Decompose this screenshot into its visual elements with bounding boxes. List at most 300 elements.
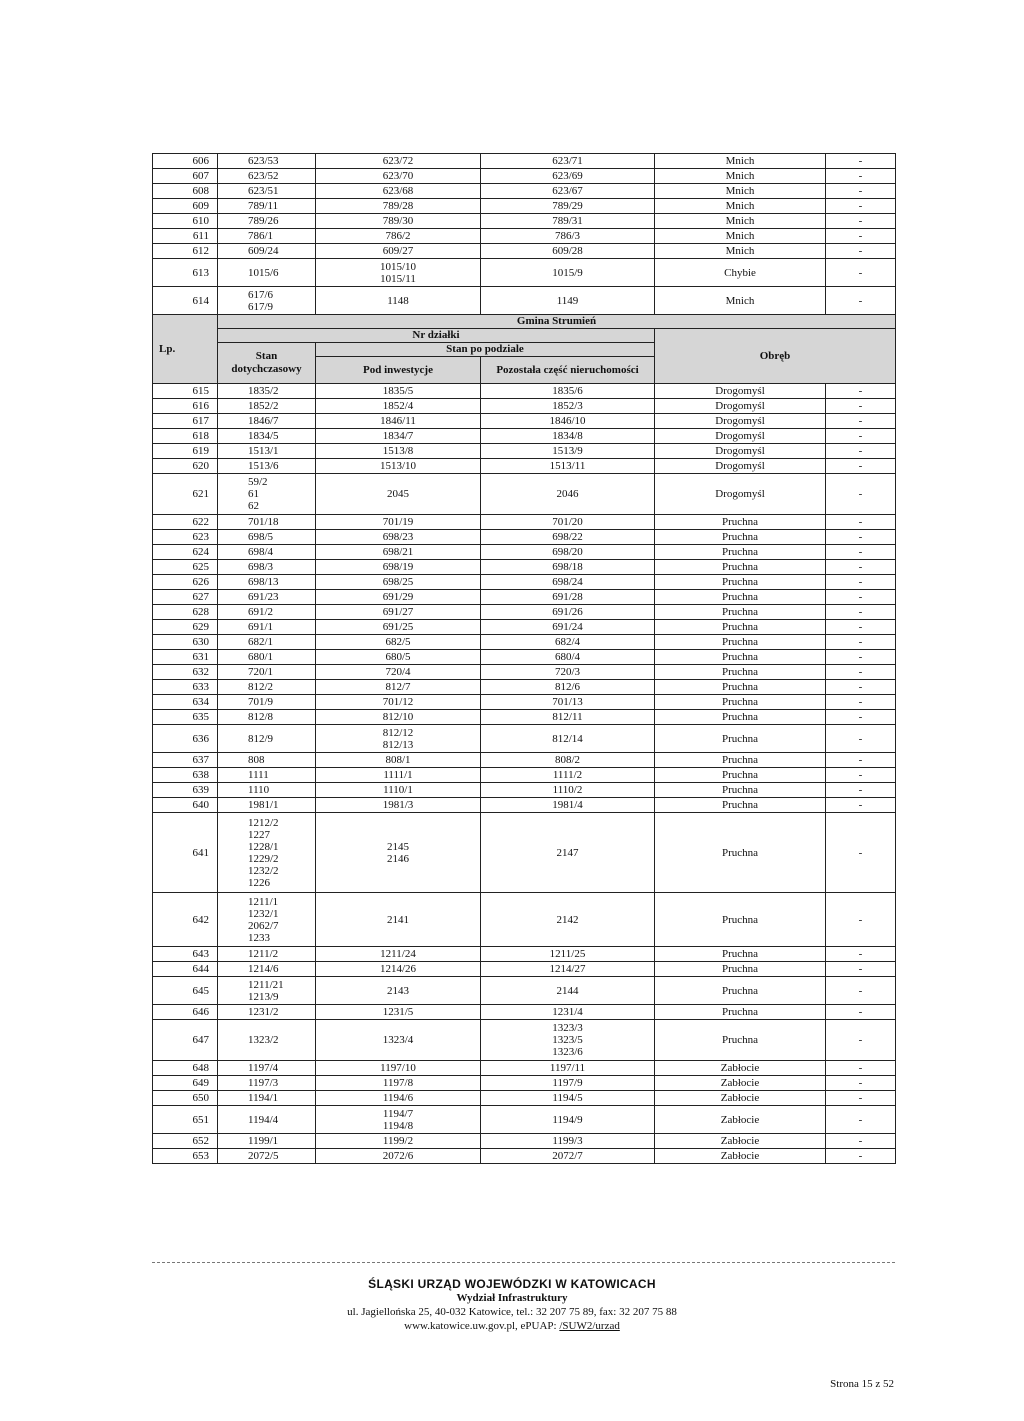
cell-pod bbox=[316, 515, 481, 530]
table-body-before bbox=[153, 154, 896, 315]
cell-lp: 639 bbox=[153, 783, 218, 798]
cell-poz bbox=[481, 962, 655, 977]
cell-stan-value: 680/1 bbox=[248, 651, 274, 663]
cell-stan bbox=[218, 229, 316, 244]
page-number: Strona 15 z 52 bbox=[830, 1378, 894, 1390]
cell-x: - bbox=[826, 605, 896, 620]
cell-stan bbox=[218, 893, 316, 947]
cell-pod-value: 691/25 bbox=[382, 621, 414, 633]
cell-pod-value: 1015/10 bbox=[379, 260, 417, 273]
cell-lp: 621 bbox=[153, 474, 218, 515]
cell-pod-value: 698/19 bbox=[382, 561, 414, 573]
table-row bbox=[153, 753, 896, 768]
cell-stan bbox=[218, 977, 316, 1005]
cell-stan-value: 812/8 bbox=[248, 711, 274, 723]
footer-epuap-link[interactable]: /SUW2/urzad bbox=[559, 1320, 620, 1332]
cell-x: - bbox=[826, 680, 896, 695]
cell-lp: 636 bbox=[153, 725, 218, 753]
cell-lp: 611 bbox=[153, 229, 218, 244]
cell-lp: 644 bbox=[153, 962, 218, 977]
cell-obreb: Pruchna bbox=[655, 575, 826, 590]
cell-stan-value: 1211/2 bbox=[248, 948, 279, 960]
cell-poz-value: 609/28 bbox=[552, 245, 583, 257]
cell-obreb: Mnich bbox=[655, 244, 826, 259]
cell-pod bbox=[316, 444, 481, 459]
cell-pod bbox=[316, 1149, 481, 1164]
cell-stan bbox=[218, 783, 316, 798]
cell-poz bbox=[481, 753, 655, 768]
cell-stan bbox=[218, 575, 316, 590]
cell-pod-value: 1197/8 bbox=[382, 1077, 414, 1089]
cell-obreb: Pruchna bbox=[655, 530, 826, 545]
cell-lp: 647 bbox=[153, 1020, 218, 1061]
cell-x: - bbox=[826, 947, 896, 962]
cell-obreb: Pruchna bbox=[655, 783, 826, 798]
cell-pod-value: 623/68 bbox=[382, 185, 414, 197]
cell-poz-value: 1199/3 bbox=[552, 1135, 583, 1147]
cell-pod-value: 682/5 bbox=[385, 636, 411, 648]
cell-pod bbox=[316, 725, 481, 753]
header-stan-po-podziale: Stan po podziale bbox=[316, 343, 655, 357]
footer-web bbox=[0, 1319, 1024, 1333]
cell-pod bbox=[316, 590, 481, 605]
cell-obreb: Pruchna bbox=[655, 947, 826, 962]
cell-poz-value: 691/26 bbox=[552, 606, 583, 618]
cell-x: - bbox=[826, 665, 896, 680]
cell-x: - bbox=[826, 753, 896, 768]
cell-stan bbox=[218, 725, 316, 753]
cell-poz-value: 1149 bbox=[556, 294, 579, 307]
cell-x: - bbox=[826, 184, 896, 199]
cell-pod bbox=[316, 650, 481, 665]
cell-stan bbox=[218, 590, 316, 605]
cell-poz-value: 1852/3 bbox=[552, 400, 583, 412]
cell-stan bbox=[218, 444, 316, 459]
cell-poz-value: 2142 bbox=[556, 913, 579, 926]
cell-lp: 653 bbox=[153, 1149, 218, 1164]
cell-poz bbox=[481, 695, 655, 710]
cell-stan bbox=[218, 1091, 316, 1106]
cell-pod bbox=[316, 169, 481, 184]
table-row bbox=[153, 1020, 896, 1061]
cell-poz-value: 680/4 bbox=[554, 651, 581, 663]
cell-obreb: Drogomyśl bbox=[655, 399, 826, 414]
cell-pod bbox=[316, 680, 481, 695]
cell-pod bbox=[316, 605, 481, 620]
cell-stan-value: 1015/6 bbox=[248, 266, 279, 279]
cell-x: - bbox=[826, 1061, 896, 1076]
table-row bbox=[153, 1149, 896, 1164]
cell-pod-value: 701/19 bbox=[382, 516, 414, 528]
cell-pod bbox=[316, 575, 481, 590]
cell-poz bbox=[481, 414, 655, 429]
table-row bbox=[153, 620, 896, 635]
cell-lp: 632 bbox=[153, 665, 218, 680]
cell-lp: 627 bbox=[153, 590, 218, 605]
cell-stan bbox=[218, 399, 316, 414]
cell-poz bbox=[481, 635, 655, 650]
table-row bbox=[153, 184, 896, 199]
cell-x: - bbox=[826, 590, 896, 605]
cell-lp: 631 bbox=[153, 650, 218, 665]
cell-pod-value: 720/4 bbox=[385, 666, 411, 678]
cell-poz bbox=[481, 1106, 655, 1134]
cell-poz-value: 691/28 bbox=[552, 591, 583, 603]
cell-poz bbox=[481, 590, 655, 605]
table-row bbox=[153, 560, 896, 575]
cell-stan-value: 1229/2 bbox=[248, 852, 279, 865]
cell-poz-value: 789/31 bbox=[552, 215, 583, 227]
table-row bbox=[153, 1076, 896, 1091]
cell-stan-value: 698/4 bbox=[248, 546, 274, 558]
cell-stan-value: 1834/5 bbox=[248, 430, 279, 442]
cell-stan bbox=[218, 259, 316, 287]
table-row bbox=[153, 229, 896, 244]
cell-stan-value: 2062/7 bbox=[248, 919, 279, 932]
cell-pod bbox=[316, 474, 481, 515]
cell-obreb: Drogomyśl bbox=[655, 444, 826, 459]
cell-pod-value: 1110/1 bbox=[383, 784, 413, 796]
cell-poz-value: 691/24 bbox=[552, 621, 583, 633]
cell-lp: 615 bbox=[153, 384, 218, 399]
cell-lp: 646 bbox=[153, 1005, 218, 1020]
cell-stan bbox=[218, 414, 316, 429]
cell-poz-value: 1110/2 bbox=[552, 784, 583, 796]
cell-pod-value: 1194/8 bbox=[382, 1119, 414, 1132]
table-row bbox=[153, 783, 896, 798]
cell-pod-value: 1015/11 bbox=[380, 272, 416, 285]
cell-pod-value: 1211/24 bbox=[380, 948, 416, 960]
cell-stan bbox=[218, 545, 316, 560]
parcels-table bbox=[152, 153, 896, 1164]
cell-stan-value: 682/1 bbox=[248, 636, 274, 648]
cell-pod-value: 1835/5 bbox=[382, 385, 414, 397]
cell-pod bbox=[316, 1076, 481, 1091]
table-row bbox=[153, 459, 896, 474]
cell-poz-value: 720/3 bbox=[554, 666, 581, 678]
cell-stan-value: 701/18 bbox=[248, 516, 279, 528]
cell-stan bbox=[218, 710, 316, 725]
cell-lp: 640 bbox=[153, 798, 218, 813]
cell-poz bbox=[481, 459, 655, 474]
cell-pod-value: 1231/5 bbox=[382, 1006, 414, 1018]
cell-poz-value: 812/14 bbox=[552, 732, 583, 745]
cell-obreb: Chybie bbox=[655, 259, 826, 287]
cell-stan-value: 698/5 bbox=[248, 531, 274, 543]
cell-poz-value: 623/71 bbox=[552, 155, 583, 167]
cell-x: - bbox=[826, 444, 896, 459]
header-pozostala: Pozostała część nieruchomości bbox=[481, 357, 655, 384]
cell-poz-value: 1211/25 bbox=[549, 948, 586, 960]
cell-poz bbox=[481, 650, 655, 665]
cell-poz bbox=[481, 287, 655, 315]
footer-address: ul. Jagiellońska 25, 40-032 Katowice, tel.: 32 207 75 89, fax: 32 207 75 88 bbox=[347, 1306, 677, 1318]
cell-x: - bbox=[826, 214, 896, 229]
cell-pod bbox=[316, 710, 481, 725]
cell-pod-value: 1513/10 bbox=[379, 460, 417, 472]
cell-pod bbox=[316, 893, 481, 947]
cell-x: - bbox=[826, 962, 896, 977]
table-row bbox=[153, 1091, 896, 1106]
cell-stan-value: 1835/2 bbox=[248, 385, 279, 397]
cell-stan-value: 1852/2 bbox=[248, 400, 279, 412]
cell-poz bbox=[481, 977, 655, 1005]
cell-stan-value: 789/11 bbox=[248, 200, 279, 212]
cell-stan bbox=[218, 287, 316, 315]
cell-lp: 610 bbox=[153, 214, 218, 229]
cell-stan-value: 1846/7 bbox=[248, 415, 279, 427]
cell-poz-value: 812/6 bbox=[554, 681, 581, 693]
cell-x: - bbox=[826, 169, 896, 184]
cell-lp: 607 bbox=[153, 169, 218, 184]
cell-poz bbox=[481, 1091, 655, 1106]
table-row bbox=[153, 695, 896, 710]
cell-stan-value: 623/52 bbox=[248, 170, 279, 182]
cell-lp: 619 bbox=[153, 444, 218, 459]
cell-pod-value: 812/7 bbox=[385, 681, 411, 693]
cell-stan-value: 1233 bbox=[248, 931, 270, 944]
cell-poz-value: 682/4 bbox=[554, 636, 581, 648]
cell-pod bbox=[316, 783, 481, 798]
cell-lp: 634 bbox=[153, 695, 218, 710]
cell-stan bbox=[218, 474, 316, 515]
cell-poz bbox=[481, 680, 655, 695]
cell-stan-value: 808 bbox=[248, 754, 265, 766]
cell-lp: 652 bbox=[153, 1134, 218, 1149]
cell-poz bbox=[481, 259, 655, 287]
cell-stan bbox=[218, 459, 316, 474]
cell-poz-value: 786/3 bbox=[554, 230, 581, 242]
cell-poz bbox=[481, 768, 655, 783]
table-row bbox=[153, 1134, 896, 1149]
cell-pod bbox=[316, 214, 481, 229]
cell-stan-value: 1111 bbox=[248, 769, 269, 781]
cell-x: - bbox=[826, 1091, 896, 1106]
table-row bbox=[153, 605, 896, 620]
cell-stan-value: 1231/2 bbox=[248, 1006, 279, 1018]
cell-lp: 612 bbox=[153, 244, 218, 259]
table-row bbox=[153, 515, 896, 530]
cell-pod-value: 698/21 bbox=[382, 546, 414, 558]
cell-poz-value: 1846/10 bbox=[549, 415, 586, 427]
footer-web-text: www.katowice.uw.gov.pl, ePUAP: bbox=[404, 1320, 560, 1332]
cell-pod bbox=[316, 768, 481, 783]
table-row bbox=[153, 813, 896, 893]
cell-x: - bbox=[826, 1106, 896, 1134]
cell-x: - bbox=[826, 399, 896, 414]
cell-obreb: Mnich bbox=[655, 214, 826, 229]
cell-obreb: Zabłocie bbox=[655, 1061, 826, 1076]
cell-pod bbox=[316, 1005, 481, 1020]
cell-stan bbox=[218, 154, 316, 169]
cell-obreb: Drogomyśl bbox=[655, 429, 826, 444]
cell-poz bbox=[481, 384, 655, 399]
cell-poz-value: 1834/8 bbox=[552, 430, 583, 442]
table-row bbox=[153, 977, 896, 1005]
table-row bbox=[153, 444, 896, 459]
table-row bbox=[153, 680, 896, 695]
cell-obreb: Zabłocie bbox=[655, 1106, 826, 1134]
cell-pod bbox=[316, 545, 481, 560]
cell-poz bbox=[481, 474, 655, 515]
cell-stan bbox=[218, 635, 316, 650]
cell-poz bbox=[481, 813, 655, 893]
cell-obreb: Drogomyśl bbox=[655, 414, 826, 429]
cell-pod bbox=[316, 753, 481, 768]
table-header bbox=[153, 315, 896, 384]
cell-stan bbox=[218, 1020, 316, 1061]
cell-poz bbox=[481, 725, 655, 753]
cell-lp: 617 bbox=[153, 414, 218, 429]
cell-stan-value: 698/3 bbox=[248, 561, 274, 573]
cell-lp: 641 bbox=[153, 813, 218, 893]
cell-stan-value: 691/23 bbox=[248, 591, 279, 603]
cell-pod bbox=[316, 1091, 481, 1106]
cell-poz bbox=[481, 444, 655, 459]
cell-stan-value: 789/26 bbox=[248, 215, 279, 227]
cell-pod-value: 1197/10 bbox=[380, 1062, 416, 1074]
cell-lp: 624 bbox=[153, 545, 218, 560]
cell-pod bbox=[316, 1061, 481, 1076]
cell-obreb: Pruchna bbox=[655, 768, 826, 783]
table-row bbox=[153, 575, 896, 590]
cell-pod-value: 1323/4 bbox=[382, 1034, 414, 1046]
cell-pod-value: 1834/7 bbox=[382, 430, 414, 442]
cell-obreb: Drogomyśl bbox=[655, 474, 826, 515]
cell-pod-value: 812/13 bbox=[382, 738, 414, 751]
cell-poz bbox=[481, 575, 655, 590]
table-row bbox=[153, 199, 896, 214]
cell-stan-value: 59/2 bbox=[248, 476, 268, 488]
table-row bbox=[153, 474, 896, 515]
cell-stan bbox=[218, 214, 316, 229]
cell-pod bbox=[316, 620, 481, 635]
cell-stan-value: 1981/1 bbox=[248, 799, 279, 811]
table-body-after bbox=[153, 384, 896, 1164]
cell-pod-value: 2141 bbox=[387, 913, 409, 926]
cell-poz bbox=[481, 199, 655, 214]
cell-stan bbox=[218, 650, 316, 665]
cell-pod bbox=[316, 1134, 481, 1149]
cell-pod bbox=[316, 229, 481, 244]
cell-stan-value: 786/1 bbox=[248, 230, 274, 242]
cell-pod-value: 1194/7 bbox=[382, 1107, 414, 1120]
cell-pod bbox=[316, 384, 481, 399]
cell-pod-value: 2072/6 bbox=[382, 1150, 414, 1162]
cell-obreb: Pruchna bbox=[655, 725, 826, 753]
cell-x: - bbox=[826, 1005, 896, 1020]
cell-pod-value: 623/72 bbox=[382, 155, 414, 167]
cell-stan-value: 1232/1 bbox=[248, 907, 279, 920]
cell-pod bbox=[316, 560, 481, 575]
table-row bbox=[153, 545, 896, 560]
cell-obreb: Mnich bbox=[655, 184, 826, 199]
cell-poz-value: 812/11 bbox=[552, 711, 583, 723]
cell-lp: 625 bbox=[153, 560, 218, 575]
cell-stan-value: 691/1 bbox=[248, 621, 274, 633]
cell-stan bbox=[218, 530, 316, 545]
table-row bbox=[153, 650, 896, 665]
cell-poz bbox=[481, 665, 655, 680]
cell-lp: 635 bbox=[153, 710, 218, 725]
cell-stan bbox=[218, 184, 316, 199]
cell-stan-value: 1110 bbox=[248, 784, 270, 796]
cell-x: - bbox=[826, 1076, 896, 1091]
cell-stan bbox=[218, 620, 316, 635]
cell-stan-value: 617/9 bbox=[248, 300, 274, 313]
cell-x: - bbox=[826, 459, 896, 474]
cell-lp: 626 bbox=[153, 575, 218, 590]
table-row bbox=[153, 530, 896, 545]
cell-poz bbox=[481, 620, 655, 635]
table-row bbox=[153, 1106, 896, 1134]
cell-obreb: Pruchna bbox=[655, 813, 826, 893]
cell-lp: 622 bbox=[153, 515, 218, 530]
cell-obreb: Mnich bbox=[655, 169, 826, 184]
cell-x: - bbox=[826, 474, 896, 515]
cell-lp: 633 bbox=[153, 680, 218, 695]
cell-stan bbox=[218, 813, 316, 893]
cell-stan bbox=[218, 962, 316, 977]
cell-stan bbox=[218, 429, 316, 444]
cell-stan-value: 701/9 bbox=[248, 696, 274, 708]
cell-poz-value: 1513/11 bbox=[549, 460, 586, 472]
header-section: Gmina Strumień bbox=[218, 315, 896, 329]
cell-stan-value: 623/53 bbox=[248, 155, 279, 167]
cell-poz-value: 698/22 bbox=[552, 531, 583, 543]
cell-stan-value: 1213/9 bbox=[248, 990, 279, 1003]
cell-pod bbox=[316, 798, 481, 813]
cell-obreb: Pruchna bbox=[655, 1020, 826, 1061]
cell-obreb: Zabłocie bbox=[655, 1076, 826, 1091]
cell-pod bbox=[316, 414, 481, 429]
table-row bbox=[153, 259, 896, 287]
cell-poz bbox=[481, 169, 655, 184]
cell-obreb: Pruchna bbox=[655, 962, 826, 977]
cell-stan bbox=[218, 515, 316, 530]
cell-obreb: Pruchna bbox=[655, 695, 826, 710]
cell-poz-value: 2144 bbox=[556, 984, 579, 997]
cell-poz bbox=[481, 560, 655, 575]
table-row bbox=[153, 414, 896, 429]
cell-obreb: Pruchna bbox=[655, 515, 826, 530]
cell-pod bbox=[316, 1106, 481, 1134]
cell-stan-value: 1228/1 bbox=[248, 840, 279, 853]
cell-pod-value: 680/5 bbox=[385, 651, 411, 663]
cell-x: - bbox=[826, 515, 896, 530]
cell-pod bbox=[316, 154, 481, 169]
cell-stan-value: 698/13 bbox=[248, 576, 279, 588]
cell-poz bbox=[481, 1005, 655, 1020]
cell-poz bbox=[481, 947, 655, 962]
cell-poz bbox=[481, 515, 655, 530]
cell-stan-value: 62 bbox=[248, 500, 259, 512]
cell-lp: 630 bbox=[153, 635, 218, 650]
cell-poz-value: 1197/9 bbox=[552, 1077, 583, 1089]
cell-stan bbox=[218, 947, 316, 962]
cell-poz bbox=[481, 214, 655, 229]
cell-lp: 645 bbox=[153, 977, 218, 1005]
cell-x: - bbox=[826, 710, 896, 725]
cell-stan bbox=[218, 244, 316, 259]
cell-poz-value: 1323/6 bbox=[552, 1046, 583, 1058]
cell-pod bbox=[316, 530, 481, 545]
cell-poz-value: 808/2 bbox=[554, 754, 581, 766]
cell-stan-value: 1227 bbox=[248, 828, 270, 841]
cell-pod-value: 609/27 bbox=[382, 245, 414, 257]
cell-x: - bbox=[826, 259, 896, 287]
cell-pod-value: 812/12 bbox=[382, 726, 414, 739]
